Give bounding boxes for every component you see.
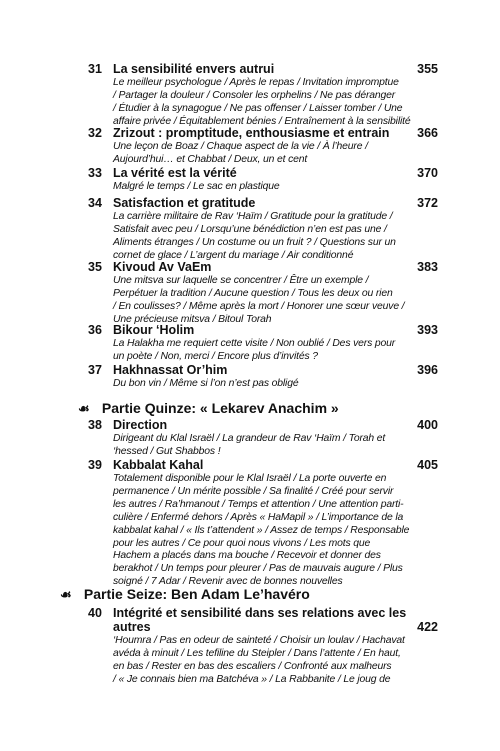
page-number: 370 <box>417 166 438 180</box>
page-number: 396 <box>417 363 438 377</box>
chapter-number: 36 <box>88 323 102 337</box>
chapter-number: 33 <box>88 166 102 180</box>
subtopic-line: ‘hessed / Gut Shabbos ! <box>113 445 221 457</box>
subtopic-line: Une mitsva sur laquelle se concentrer / Être un exemple / <box>113 275 369 286</box>
chapter-title: La vérité est la vérité <box>113 166 237 180</box>
chapter-title: Hakhnassat Or’him <box>113 363 228 377</box>
subtopic-line: Dirigeant du Klal Israël / La grandeur de Rav ‘Haïm / Torah et <box>113 433 386 444</box>
page-number: 372 <box>417 196 438 210</box>
chapter-title: Satisfaction et gratitude <box>113 196 256 210</box>
subtopic-line: permanence / Un mérite possible / Sa finalité / Créé pour servir <box>113 485 394 497</box>
part-heading-seize <box>60 586 310 603</box>
fleuron-ornament-icon: ☙ <box>60 587 72 602</box>
subtopic-line: Du bon vin / Même si l’on n’est pas obligé <box>113 378 299 389</box>
chapter-number: 39 <box>88 458 102 472</box>
page-number: 393 <box>417 323 438 337</box>
chapter-title: Bikour ‘Holim <box>113 323 195 337</box>
toc-entry-32 <box>88 126 438 170</box>
chapter-number: 40 <box>88 606 102 620</box>
page-number: 383 <box>417 260 438 274</box>
chapter-subtopics <box>113 211 438 263</box>
chapter-number: 35 <box>88 260 102 274</box>
chapter-title <box>113 606 407 620</box>
chapter-subtopics <box>113 275 438 327</box>
chapter-title-line: Intégrité et sensibilité dans ses relations avec les <box>113 606 407 620</box>
subtopic-line: les autres / Ra’hmanout / Temps et attention / Une attention parti- <box>113 498 404 510</box>
chapter-subtopics <box>113 141 438 167</box>
toc-entry-35 <box>88 260 438 330</box>
toc-entry-40 <box>88 606 438 686</box>
subtopic-line: La Halakha me requiert cette visite / Non oublié / Des vers pour <box>113 338 396 349</box>
subtopic-line: Malgré le temps / Le sac en plastique <box>113 181 280 192</box>
toc-entry-38 <box>88 418 438 462</box>
part-title: Partie Quinze: « Lekarev Anachim » <box>101 400 339 416</box>
page-number: 400 <box>417 418 438 432</box>
subtopic-line: Le meilleur psychologue / Après le repas / Invitation impromptue <box>113 77 399 88</box>
part-title: Partie Seize: Ben Adam Le’havéro <box>83 586 310 602</box>
chapter-number: 32 <box>88 126 102 140</box>
subtopic-line: / Partager la douleur / Consoler les orphelins / Ne pas déranger <box>113 89 396 101</box>
toc-entry-34 <box>88 196 438 266</box>
chapter-subtopics <box>113 635 438 687</box>
subtopic-line: pour les autres / Ce pour quoi nous vivons / Les mots que <box>113 537 371 549</box>
subtopic-line: / En coulisses? / Même après la mort / Honorer une sœur veuve / <box>113 300 405 312</box>
subtopic-line: / « Je connais bien ma Batchéva » / La Rabbanite / Le joug de <box>113 673 391 685</box>
subtopic-line: un poète / Non, merci / Encore plus d’invités ? <box>113 350 318 362</box>
subtopic-line: avéda à minuit / Les tefiline du Steipler / Dans l’attente / En haut, <box>113 647 401 659</box>
chapter-number: 34 <box>88 196 102 210</box>
subtopic-line: Perpétuer la tradition / Aucune question / Tous les deux ou rien <box>113 287 393 299</box>
page-number: 405 <box>417 458 438 472</box>
subtopic-line: berakhot / Un temps pour pleurer / Pas de mauvais augure / Plus <box>113 563 403 575</box>
subtopic-line: Une précieuse mitsva / Bitoul Torah <box>113 313 272 325</box>
page-number: 422 <box>417 620 438 634</box>
chapter-title: Zrizout : promptitude, enthousiasme et entrain <box>113 126 390 140</box>
chapter-subtopics <box>113 473 438 589</box>
subtopic-line: Satisfait avec peu / Lorsqu’une bénédiction n’en est pas une / <box>113 223 387 235</box>
page-number: 366 <box>417 126 438 140</box>
toc-entry-37 <box>88 363 438 393</box>
toc-entry-31 <box>88 62 438 132</box>
subtopic-line: La carrière militaire de Rav ‘Haïm / Gratitude pour la gratitude / <box>113 211 393 222</box>
chapter-subtopics <box>113 181 438 194</box>
chapter-subtopics <box>113 433 438 459</box>
toc-entry-33 <box>88 166 438 196</box>
subtopic-line: Hachem a placés dans ma bouche / Recevoir et donner des <box>113 550 381 562</box>
subtopic-line: Une leçon de Boaz / Chaque aspect de la vie / À l’heure / <box>113 141 368 152</box>
chapter-title-line: autres <box>113 620 151 634</box>
chapter-title: Kivoud Av VaEm <box>113 260 212 274</box>
subtopic-line: kabbalat kahal / « Ils t’attendent » / Assez de temps / Responsable <box>113 524 410 536</box>
chapter-number: 31 <box>88 62 102 76</box>
part-heading-quinze <box>78 400 339 417</box>
subtopic-line: soigné / 7 Adar / Revenir avec de bonnes nouvelles <box>113 576 343 588</box>
fleuron-ornament-icon: ☙ <box>78 401 90 416</box>
chapter-title: La sensibilité envers autrui <box>113 62 275 76</box>
chapter-subtopics <box>113 378 438 391</box>
subtopic-line: en bas / Rester en bas des escaliers / Confronté aux malheurs <box>113 660 392 672</box>
subtopic-line: ‘Houmra / Pas en odeur de sainteté / Choisir un loulav / Hachavat <box>113 635 405 646</box>
toc-entry-36 <box>88 323 438 367</box>
chapter-number: 38 <box>88 418 102 432</box>
subtopic-line: Aliments étranges / Un costume ou un fruit ? / Questions sur un <box>113 236 396 248</box>
page-number: 355 <box>417 62 438 76</box>
subtopic-line: / Étudier à la synagogue / Ne pas offenser / Laisser tomber / Une <box>113 102 403 114</box>
chapter-subtopics <box>113 77 438 129</box>
subtopic-line: cornet de glace / L’argent du mariage / Air conditionné <box>113 249 354 261</box>
chapter-title: Direction <box>113 418 168 432</box>
subtopic-line: Totalement disponible pour le Klal Israël / La porte ouverte en <box>113 473 387 484</box>
subtopic-line: culière / Enfermé dehors / Après « HaMapil » / L’importance de la <box>113 511 404 523</box>
subtopic-line: Aujourd’hui… et Chabbat / Deux, un et cent <box>113 153 308 165</box>
toc-entry-39 <box>88 458 438 593</box>
chapter-number: 37 <box>88 363 102 377</box>
chapter-subtopics <box>113 338 438 364</box>
subtopic-line: affaire privée / Équitablement bénies / Entraînement à la sensibilité <box>113 115 411 127</box>
chapter-title: Kabbalat Kahal <box>113 458 204 472</box>
